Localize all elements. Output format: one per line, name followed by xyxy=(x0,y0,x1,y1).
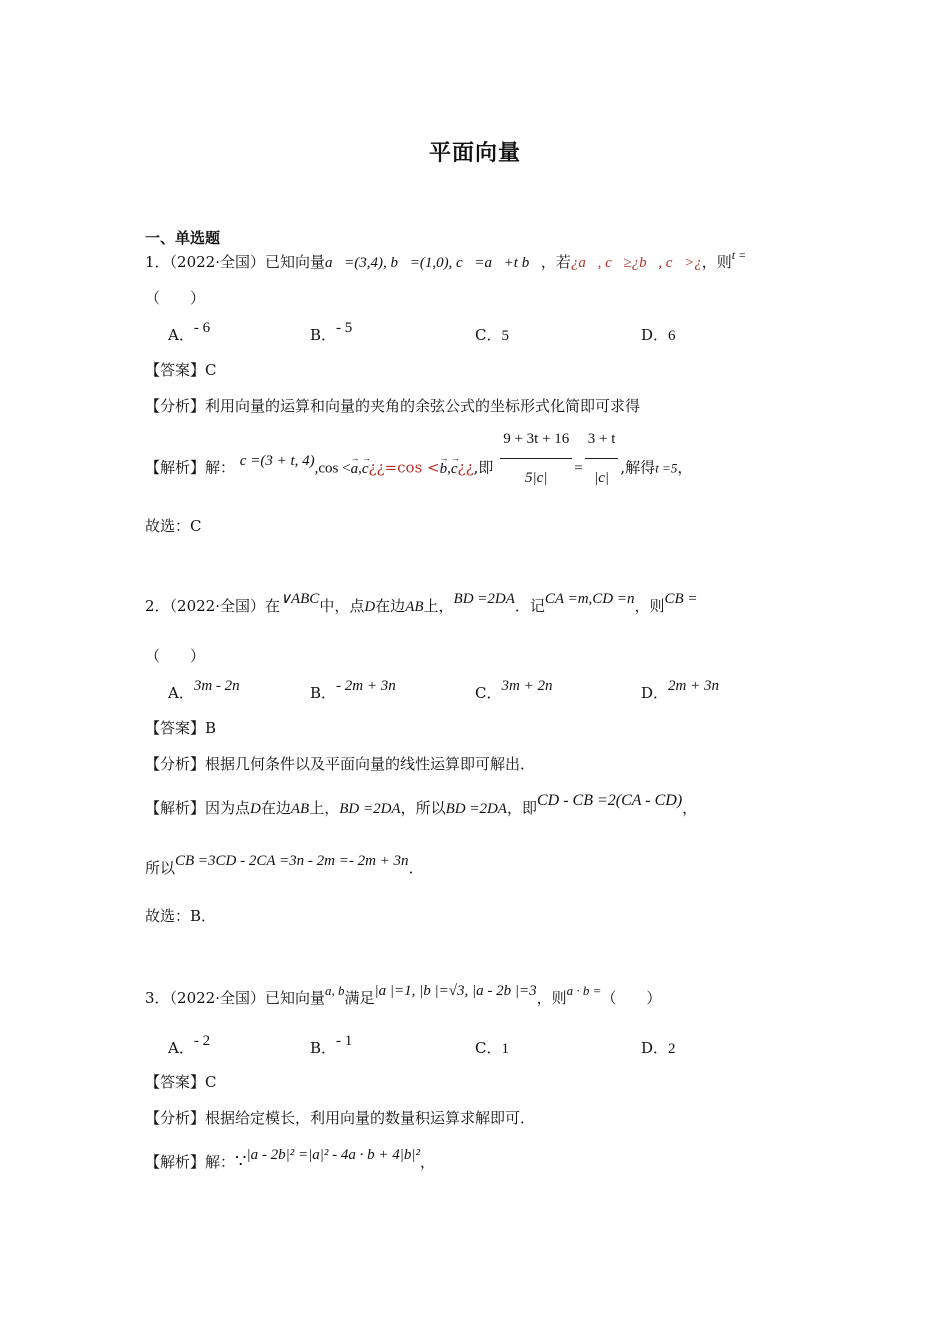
q2-relation: BD =2DA xyxy=(453,591,515,607)
q3-source: （2022·全国）已知向量 xyxy=(169,989,325,1007)
q1-choice: 故选：C xyxy=(145,517,202,535)
q3-number: 3． xyxy=(145,989,170,1007)
q1-vec-c: → c xyxy=(362,450,369,488)
q2-option-b: B．- 2m + 3n xyxy=(310,678,396,702)
q1-option-a: A．- 6 xyxy=(168,320,211,344)
q3-option-b: B．- 1 xyxy=(310,1033,353,1057)
q1-vec-a: → a xyxy=(351,450,359,488)
q2-option-c: C．3m + 2n xyxy=(475,678,553,702)
q1-number: 1． xyxy=(145,253,170,271)
q1-condition: ¿a⃗, c⃗≥¿b⃗, c⃗>¿ xyxy=(570,255,702,271)
q2-ask: CB = xyxy=(664,591,698,607)
q1-end: ¿¿ xyxy=(457,458,474,477)
q3-option-d: D．2 xyxy=(641,1039,676,1057)
q3-solution-equation: |a - 2b|² =|a|² - 4a · b + 4|b|² xyxy=(246,1147,420,1163)
q2-source: （2022·全国）在 xyxy=(169,597,280,615)
q1-ask: t = xyxy=(731,248,747,262)
q1-analysis: 【分析】利用向量的运算和向量的夹角的余弦公式的坐标形式化简即可求得 xyxy=(145,397,641,415)
q3-paren: （ ） xyxy=(601,989,662,1007)
question-2-stem: 2．（2022·全国）在∨ABC中，点D在边AB上，BD =2DA．记CA =m,CD =n，则CB = xyxy=(145,591,698,615)
q2-definitions: CA =m,CD =n xyxy=(544,591,635,607)
q2-solution-equation: CD - CB =2(CA - CD) xyxy=(537,792,683,809)
q3-option-c: C．1 xyxy=(475,1039,509,1057)
therefore-symbol: ∵ xyxy=(235,1151,247,1172)
q1-equals: = xyxy=(574,460,583,477)
q1-option-d: D．6 xyxy=(641,326,676,344)
q1-result-text: ,解得 xyxy=(620,458,656,477)
q2-final-equation: CB =3CD - 2CA =3n - 2m =- 2m + 3n xyxy=(175,853,409,869)
q2-number: 2． xyxy=(145,597,170,615)
q1-if: ，若 xyxy=(540,253,571,271)
q1-fraction-2: $\frac{3 + t}{|c|}$ xyxy=(585,420,619,497)
q1-paren: （ ） xyxy=(145,289,206,307)
q3-answer: 【答案】C xyxy=(145,1073,217,1091)
q1-vector-definitions: a⃗=(3,4), b⃗=(1,0), c⃗=a⃗+t b⃗ xyxy=(325,255,541,271)
q1-fraction-1: $\frac{9 + 3t + 16}{5|c|}$ xyxy=(500,420,572,497)
q3-ask: a · b = xyxy=(566,983,602,998)
q1-mid: ¿¿=cos < xyxy=(368,458,440,477)
question-3-stem: 3．（2022·全国）已知向量a, b满足|a |=1, |b |=√3, |a - 2b |=3，则a · b =（ ） xyxy=(145,983,662,1007)
q1-solution-prefix: 【解析】解： xyxy=(145,458,236,477)
q3-vars: a, b xyxy=(325,983,345,998)
q3-option-a: A．- 2 xyxy=(168,1033,211,1057)
q2-answer: 【答案】B xyxy=(145,719,217,737)
q3-solution: 【解析】解：∵|a - 2b|² =|a|² - 4a · b + 4|b|²， xyxy=(145,1147,435,1172)
q1-cos: ,cos < xyxy=(314,460,351,477)
q2-paren: （ ） xyxy=(145,647,206,665)
q1-ji: ,即 xyxy=(473,458,494,477)
q1-c-vector: c =(3 + t, 4) xyxy=(239,452,315,469)
q1-option-c: C．5 xyxy=(475,326,509,344)
q3-analysis: 【分析】根据给定模长，利用向量的数量积运算求解即可． xyxy=(145,1109,536,1127)
q2-triangle: ∨ABC xyxy=(280,591,320,607)
q2-solution: 【解析】因为点D在边AB上，BD =2DA，所以BD =2DA，即CD - CB =2(CA - CD)， xyxy=(145,792,698,817)
q1-vec-b: → b xyxy=(440,450,448,488)
question-1-stem xyxy=(145,248,747,273)
q1-t-value: t =5 xyxy=(655,460,678,476)
q2-option-a: A．3m - 2n xyxy=(168,678,240,702)
page-title: 平面向量 xyxy=(428,140,521,166)
section-heading: 一、单选题 xyxy=(145,229,221,247)
q1-solution: 【解析】解： c =(3 + t, 4),cos <→ a,→ c¿¿=cos <→ b,→ c¿¿,即 $\frac{9 + 3t + 16}{5|c|}$ = $\frac{3 + t}{|c|}$ ,解得t =5， xyxy=(145,430,692,507)
q1-answer: 【答案】C xyxy=(145,361,217,379)
q1-then: ，则 xyxy=(701,253,732,271)
q2-analysis: 【分析】根据几何条件以及平面向量的线性运算即可解出． xyxy=(145,755,536,773)
q1-source: （2022·全国）已知向量 xyxy=(169,253,325,271)
q2-option-d: D．2m + 3n xyxy=(641,678,719,702)
q1-vec-c2: → c xyxy=(451,450,458,488)
q1-option-b: B．- 5 xyxy=(310,320,353,344)
q2-so: 所以CB =3CD - 2CA =3n - 2m =- 2m + 3n． xyxy=(145,853,424,877)
q2-choice: 故选：B． xyxy=(145,907,217,925)
q3-condition: |a |=1, |b |=√3, |a - 2b |=3 xyxy=(374,983,537,999)
